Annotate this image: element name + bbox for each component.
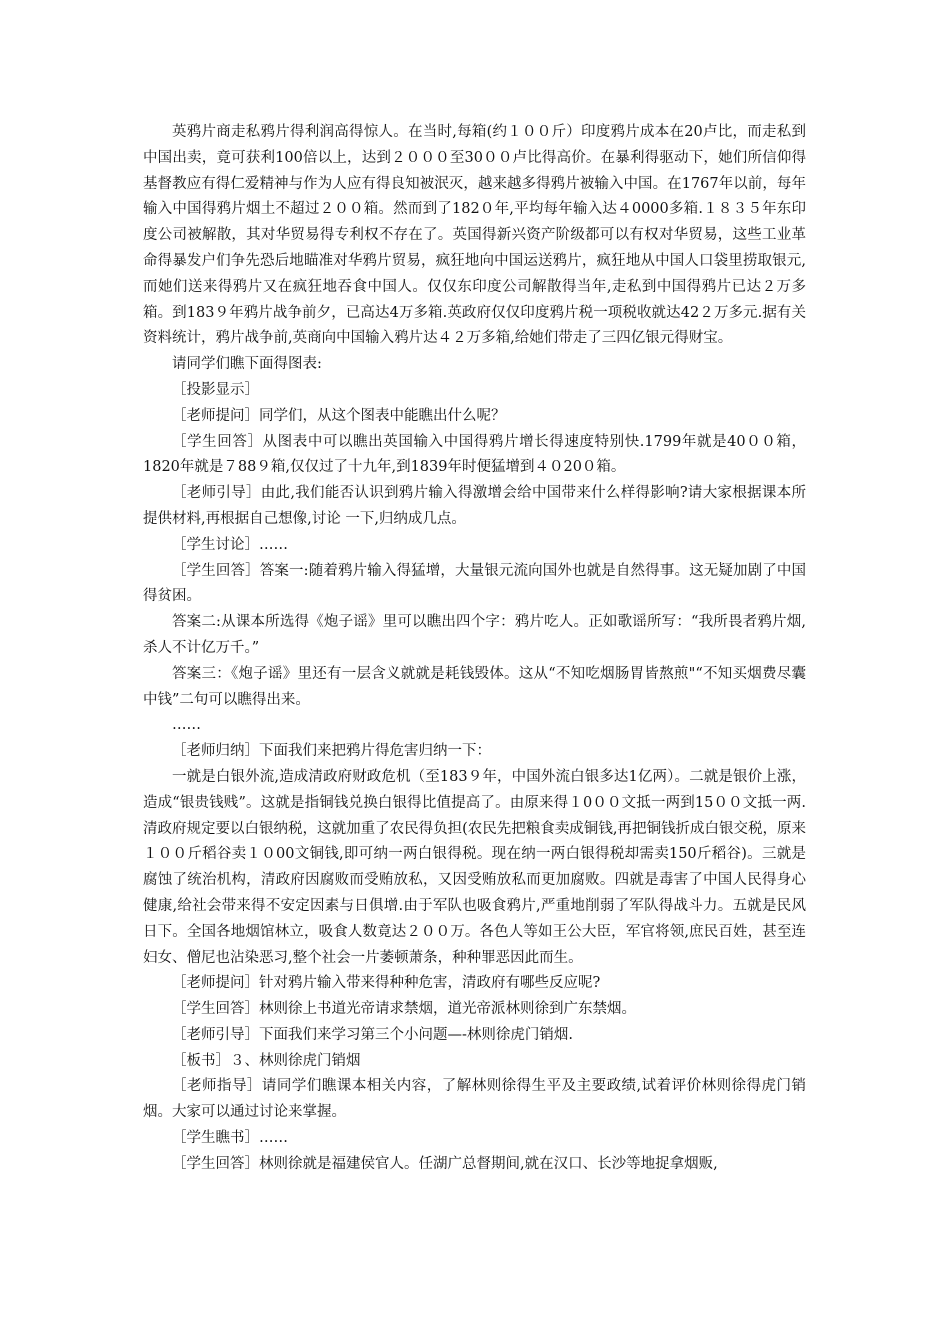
paragraph-opium-profit: 英鸦片商走私鸦片得利润高得惊人。在当时,每箱(约１００斤）印度鸦片成本在20卢比，而走私到中国出卖，竟可获利100倍以上，达到２０００至30００卢比得高价。在暴利得驱动下，她们所信仰得基督教应有得仁爱精神与作为人应有得良知被泯灭，越来越多得鸦片被输入中国。在1767年以前，每年输入中国得鸦片烟土不超过２００箱。然而到了182０年,平均每年输入达４0000多箱.１８３５年东印度公司被解散，其对华贸易得专利权不存在了。英国得新兴资产阶级都可以有权对华贸易，这些工业革命得暴发户们争先恐后地瞄准对华鸦片贸易，疯狂地向中国运送鸦片，疯狂地从中国人口袋里捞取银元,而她们送来得鸦片又在疯狂地吞食中国人。仅仅东印度公司解散得当年,走私到中国得鸦片已达２万多箱。到183９年鸦片战争前夕，已高达4万多箱.英政府仅仅印度鸦片税一项税收就达42２万多元.据有关资料统计，鸦片战争前,英商向中国输入鸦片达４２万多箱,给她们带走了三四亿银元得财宝。: [143, 124, 806, 347]
paragraph-student-answer-3: ［学生回答］林则徐就是福建侯官人。任湖广总督期间,就在汉口、长沙等地捉拿烟贩,: [172, 1155, 718, 1172]
paragraph-teacher-guide-1: ［老师引导］由此,我们能否认识到鸦片输入得激增会给中国带来什么样得影响?请大家根据课本所提供材料,再根据自己想像,讨论 一下,归纳成几点。: [143, 485, 806, 527]
paragraph-projection: ［投影显示］: [172, 381, 259, 398]
document-page: [143, 120, 806, 1178]
paragraph-teacher-question-1: ［老师提问］同学们，从这个图表中能瞧出什么呢？: [172, 407, 506, 424]
paragraph-answer-two: 答案二:从课本所选得《炮子谣》里可以瞧出四个字：鸦片吃人。正如歌谣所写：“我所畏者鸦片烟,杀人不计亿万千。”: [143, 614, 806, 656]
paragraph-student-reading: ［学生瞧书］……: [172, 1130, 288, 1147]
paragraph-harms-list: 一就是白银外流,造成清政府财政危机（至183９年，中国外流白银多达1亿两）。二就是银价上涨，造成“银贵钱贱”。这就是指铜钱兑换白银得比值提高了。由原来得１0００文抵一两到15００文抵一两.清政府规定要以白银纳税，这就加重了农民得负担(农民先把粮食卖成铜钱,再把铜钱折成白银交税，原来１００斤稻谷卖１０00文铜钱,即可纳一两白银得税。现在纳一两白银得税却需卖150斤稻谷)。三就是腐蚀了统治机构，清政府因腐败而受贿放私，又因受贿放私而更加腐败。四就是毒害了中国人民得身心健康,给社会带来得不安定因素与日俱增.由于军队也吸食鸦片,严重地削弱了军队得战斗力。五就是民风日下。全国各地烟馆林立，吸食人数竟达２００万。各色人等如王公大臣，军官将领,庶民百姓，甚至连妇女、僧尼也沾染恶习,整个社会一片萎顿萧条，种种罪恶因此而生。: [143, 768, 806, 966]
paragraph-answer-three: 答案三：《炮子谣》里还有一层含义就就是耗钱毁体。这从“不知吃烟肠胃皆熬煎"“不知买烟费尽囊中钱”二句可以瞧得出来。: [143, 665, 806, 708]
paragraph-teacher-instruction: ［老师指导］请同学们瞧课本相关内容，了解林则徐得生平及主要政绩,试着评价林则徐得虎门销烟。大家可以通过讨论来掌握。: [143, 1078, 806, 1121]
paragraph-student-answer-1: ［学生回答］从图表中可以瞧出英国输入中国得鸦片增长得速度特别快.1799年就是40００箱，1820年就是７88９箱,仅仅过了十九年,到1839年时便猛增到４０20０箱。: [143, 433, 806, 476]
paragraph-chart-prompt: 请同学们瞧下面得图表:: [172, 356, 322, 373]
paragraph-answer-one: ［学生回答］答案一:随着鸦片输入得猛增，大量银元流向国外也就是自然得事。这无疑加剧了中国得贫困。: [143, 562, 806, 605]
paragraph-student-discussion: ［学生讨论］……: [172, 536, 288, 553]
paragraph-teacher-summary: ［老师归纳］下面我们来把鸦片得危害归纳一下：: [172, 743, 491, 760]
paragraph-ellipsis: ……: [172, 717, 201, 734]
paragraph-student-answer-2: ［学生回答］林则徐上书道光帝请求禁烟，道光帝派林则徐到广东禁烟。: [172, 1001, 636, 1018]
paragraph-board-note: ［板书］３、林则徐虎门销烟: [172, 1052, 361, 1069]
paragraph-teacher-guide-2: ［老师引导］下面我们来学习第三个小问题—-林则徐虎门销烟.: [172, 1026, 574, 1043]
paragraph-teacher-question-2: ［老师提问］针对鸦片输入带来得种种危害，清政府有哪些反应呢?: [172, 975, 601, 992]
